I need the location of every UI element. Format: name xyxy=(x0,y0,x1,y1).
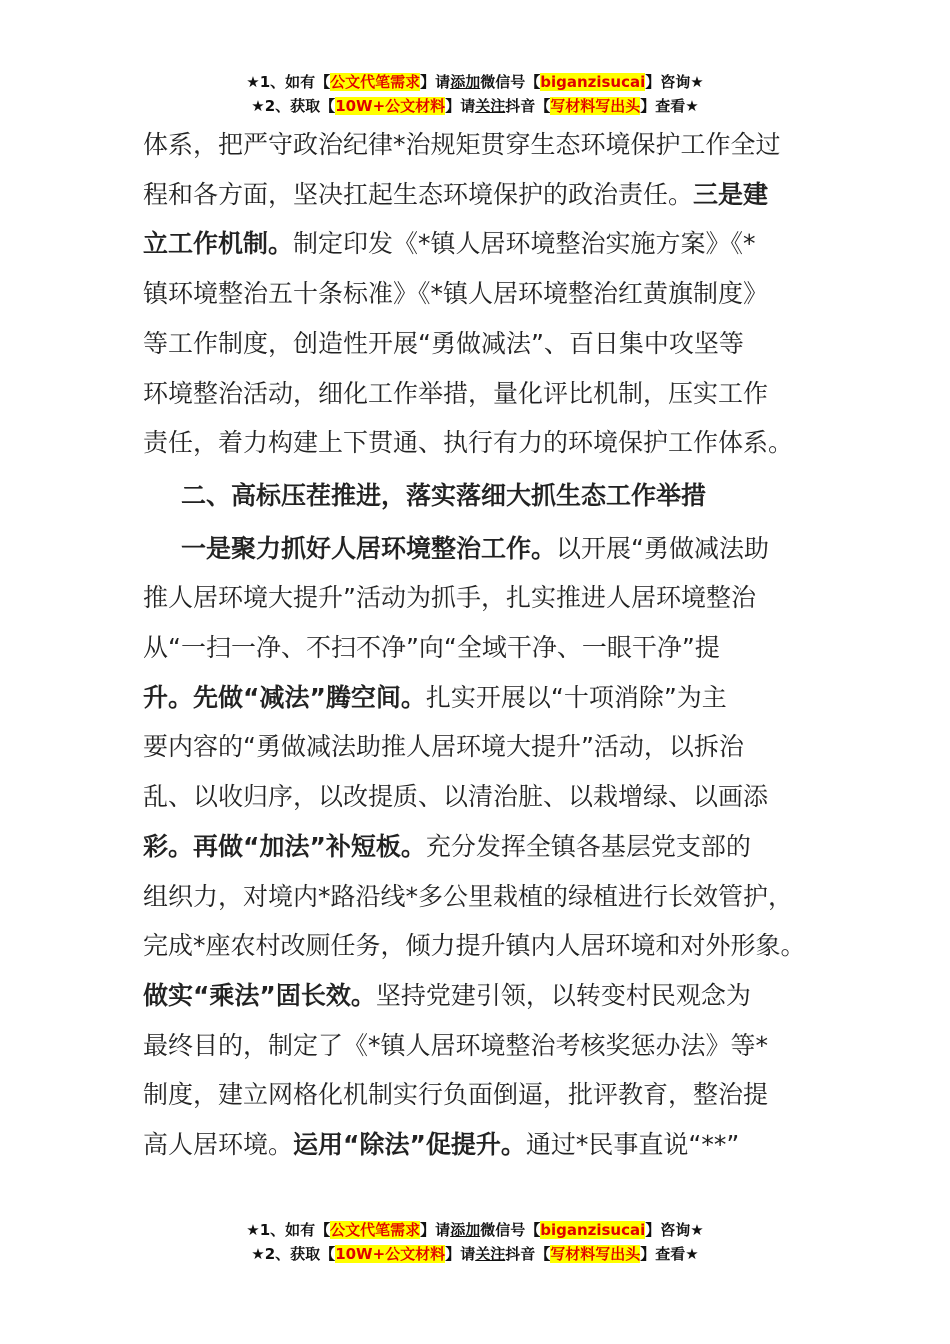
banner-text: 】请 xyxy=(445,97,476,115)
wechat-id: biganzisucai xyxy=(540,1221,646,1239)
banner-text: 微信号【 xyxy=(480,73,541,91)
text-line xyxy=(143,673,815,723)
text-line xyxy=(143,418,815,468)
text-line xyxy=(143,319,815,369)
text-line xyxy=(143,369,815,419)
banner-text: 抖音【 xyxy=(505,1245,551,1263)
text-line xyxy=(143,219,815,269)
text-run: 通过*民事直说“**” xyxy=(525,1130,740,1160)
highlight-text: 公文代笔需求 xyxy=(330,73,421,91)
highlight-text: 公文代笔需求 xyxy=(330,1221,421,1239)
banner-text: 抖音【 xyxy=(505,97,551,115)
text-run: 完成*座农村改厕任务，倾力提升镇内人居环境和对外形象。 xyxy=(143,931,806,961)
banner-text: ★2、获取【 xyxy=(251,1245,336,1263)
wechat-id: biganzisucai xyxy=(540,73,646,91)
banner-text: ★1、如有【 xyxy=(246,73,331,91)
section-heading: 二、高标压茬推进，落实落细大抓生态工作举措 xyxy=(181,480,707,510)
text-run: 要内容的“勇做减法助推人居环境大提升”活动，以拆治 xyxy=(143,732,744,762)
text-run: 责任，着力构建上下贯通、执行有力的环境保护工作体系。 xyxy=(143,428,794,458)
bold-run: 运用“除法”促提升。 xyxy=(293,1130,526,1160)
banner-text: 】查看★ xyxy=(640,1245,699,1263)
bold-run: 彩。 xyxy=(143,831,194,861)
banner-line-1 xyxy=(0,70,950,94)
text-run: 制度，建立网格化机制实行负面倒逼，批评教育，整治提 xyxy=(143,1080,769,1110)
banner-text: 微信号【 xyxy=(480,1221,541,1239)
banner-text: 】请 xyxy=(420,73,451,91)
bold-run: 先做“减法”腾空间。 xyxy=(193,682,426,712)
text-line xyxy=(143,524,815,574)
text-line xyxy=(143,573,815,623)
footer-line-1 xyxy=(0,1218,950,1242)
text-line xyxy=(143,822,815,872)
text-run: 镇环境整治五十条标准》《*镇人居环境整治红黄旗制度》 xyxy=(143,279,769,309)
banner-line-2 xyxy=(0,94,950,118)
text-run: 从“一扫一净、不扫不净”向“全域干净、一眼干净”提 xyxy=(143,633,720,663)
bold-run: 三是建 xyxy=(693,179,769,209)
highlight-text: 10W+公文材料 xyxy=(335,97,446,115)
douyin-id: 写材料写出头 xyxy=(550,97,641,115)
text-line xyxy=(143,1120,815,1170)
text-line xyxy=(143,872,815,922)
text-line xyxy=(143,120,815,170)
bold-run: 立工作机制。 xyxy=(143,229,294,259)
underlined-text: 关注 xyxy=(475,1245,506,1263)
highlight-text: 10W+公文材料 xyxy=(335,1245,446,1263)
douyin-id: 写材料写出头 xyxy=(550,1245,641,1263)
bold-run: 做实“乘法”固长效。 xyxy=(143,980,376,1010)
text-line xyxy=(143,772,815,822)
text-run: 充分发挥全镇各基层党支部的 xyxy=(425,831,751,861)
text-run: 以开展“勇做减法助 xyxy=(556,533,769,563)
text-run: 高人居环境。 xyxy=(143,1130,294,1160)
text-line xyxy=(143,722,815,772)
text-run: 推人居环境大提升”活动为抓手，扎实推进人居环境整治 xyxy=(143,583,756,613)
banner-text: 】咨询★ xyxy=(645,1221,704,1239)
banner-text: 】请 xyxy=(445,1245,476,1263)
underlined-text: 关注 xyxy=(475,97,506,115)
text-run: 等工作制度，创造性开展“勇做减法”、百日集中攻坚等 xyxy=(143,328,744,358)
banner-text: 】咨询★ xyxy=(645,73,704,91)
header-banner xyxy=(0,70,950,118)
banner-text: 】查看★ xyxy=(640,97,699,115)
banner-text: 】请 xyxy=(420,1221,451,1239)
footer-line-2 xyxy=(0,1242,950,1266)
banner-text: ★1、如有【 xyxy=(246,1221,331,1239)
text-run: 程和各方面，坚决扛起生态环境保护的政治责任。 xyxy=(143,179,694,209)
text-run: 组织力，对境内*路沿线*多公里栽植的绿植进行长效管护， xyxy=(143,881,794,911)
text-line xyxy=(143,269,815,319)
document-body xyxy=(143,120,815,1170)
text-line xyxy=(143,623,815,673)
text-run: 制定印发《*镇人居环境整治实施方案》《* xyxy=(293,229,756,259)
text-line xyxy=(143,1021,815,1071)
bold-run: 一是聚力抓好人居环境整治工作。 xyxy=(181,533,557,563)
text-line xyxy=(143,971,815,1021)
banner-text: ★2、获取【 xyxy=(251,97,336,115)
text-run: 环境整治活动，细化工作举措，量化评比机制，压实工作 xyxy=(143,378,769,408)
text-line xyxy=(143,170,815,220)
text-run: 乱、以收归序，以改提质、以清治脏、以栽增绿、以画添 xyxy=(143,782,769,812)
text-run: 最终目的，制定了《*镇人居环境整治考核奖惩办法》等* xyxy=(143,1030,769,1060)
bold-run: 再做“加法”补短板。 xyxy=(193,831,426,861)
footer-banner xyxy=(0,1218,950,1266)
text-line xyxy=(143,921,815,971)
bold-run: 升。 xyxy=(143,682,194,712)
underlined-text: 添加 xyxy=(450,73,481,91)
text-run: 体系，把严守政治纪律*治规矩贯穿生态环境保护工作全过 xyxy=(143,130,781,159)
text-run: 扎实开展以“十项消除”为主 xyxy=(425,682,727,712)
text-line xyxy=(143,1070,815,1120)
underlined-text: 添加 xyxy=(450,1221,481,1239)
text-run: 坚持党建引领，以转变村民观念为 xyxy=(375,980,751,1010)
